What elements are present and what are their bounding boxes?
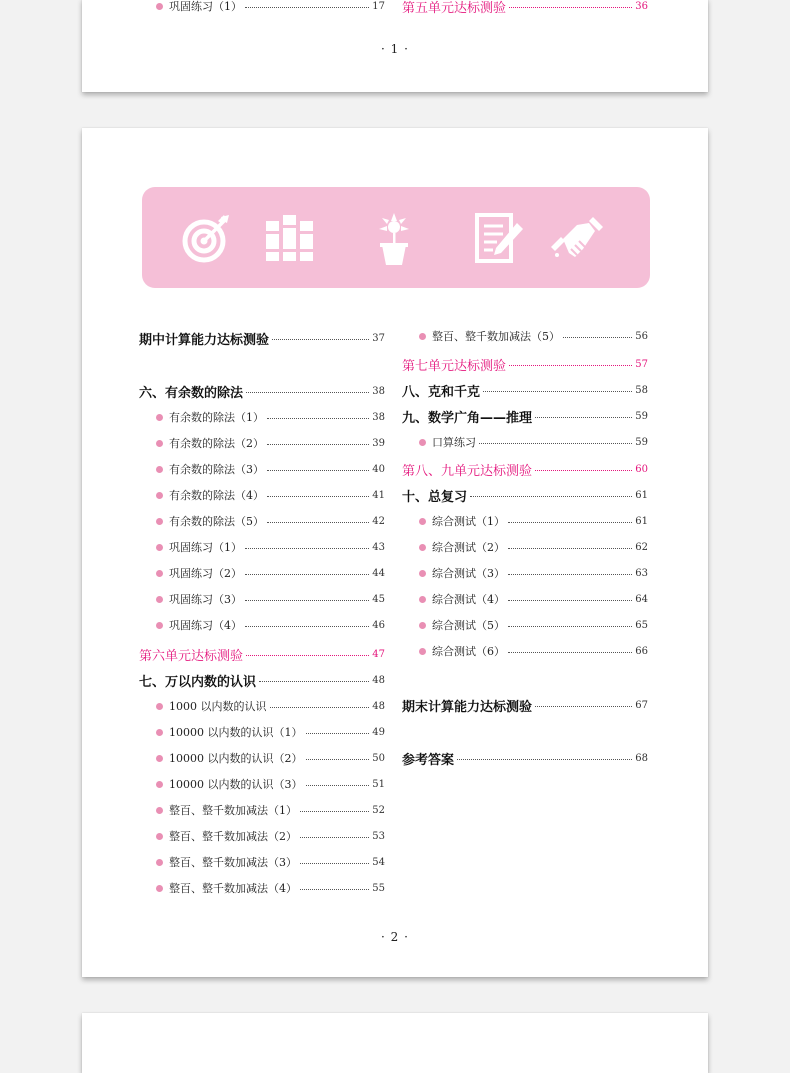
bullet-dot-icon [156, 596, 163, 603]
toc-entry-page: 63 [635, 567, 648, 579]
toc-entry-title: 第七单元达标测验 [402, 358, 507, 374]
toc-entry[interactable] [402, 380, 648, 400]
bullet-dot-icon [419, 439, 426, 446]
page-number: · 1 · [381, 42, 409, 56]
toc-entry-title: 巩固练习（1） [169, 0, 242, 13]
dotted-leader [272, 339, 369, 340]
toc-entry-page: 44 [372, 567, 385, 579]
toc-entry-page: 61 [635, 489, 648, 501]
toc-entry-title: 巩固练习（1） [169, 541, 242, 554]
toc-entry-title: 综合测试（1） [432, 515, 505, 528]
toc-entry-title: 八、克和千克 [402, 384, 481, 400]
dotted-leader [535, 706, 632, 707]
toc-entry[interactable] [139, 328, 385, 348]
toc-entry-title: 巩固练习（2） [169, 567, 242, 580]
dotted-leader [306, 785, 370, 786]
toc-entry-title: 有余数的除法（2） [169, 437, 264, 450]
toc-entry[interactable] [139, 696, 385, 716]
bullet-dot-icon [419, 333, 426, 340]
toc-entry-title: 期末计算能力达标测验 [402, 699, 533, 715]
toc-entry-page: 38 [372, 411, 385, 423]
toc-entry-page: 59 [635, 410, 648, 422]
bullet-dot-icon [156, 518, 163, 525]
toc-entry-title: 综合测试（3） [432, 567, 505, 580]
toc-entry-title: 巩固练习（4） [169, 619, 242, 632]
bullet-dot-icon [156, 859, 163, 866]
toc-entry-page: 38 [372, 385, 385, 397]
toc-entry[interactable] [139, 826, 385, 846]
toc-page-3 [82, 1013, 708, 1073]
toc-entry[interactable] [139, 485, 385, 505]
toc-entry-page: 46 [372, 619, 385, 631]
toc-entry-page: 68 [635, 752, 648, 764]
toc-entry-title: 整百、整千数加减法（5） [432, 330, 560, 343]
dotted-leader [509, 365, 632, 366]
toc-page-1 [82, 0, 708, 92]
dotted-leader [245, 548, 369, 549]
toc-entry[interactable] [139, 615, 385, 635]
bullet-dot-icon [156, 440, 163, 447]
toc-entry[interactable] [139, 670, 385, 690]
bullet-dot-icon [419, 544, 426, 551]
bullet-dot-icon [419, 622, 426, 629]
toc-entry[interactable] [139, 852, 385, 872]
toc-entry[interactable] [139, 589, 385, 609]
toc-entry[interactable] [402, 485, 648, 505]
dotted-leader [563, 337, 632, 338]
bullet-dot-icon [419, 596, 426, 603]
dotted-leader [457, 759, 632, 760]
dotted-leader [267, 444, 369, 445]
toc-entry[interactable] [139, 878, 385, 898]
dotted-leader [509, 7, 632, 8]
toc-entry[interactable] [139, 537, 385, 557]
dotted-leader [300, 889, 369, 890]
target-icon [177, 209, 237, 269]
toc-entry-page: 41 [372, 489, 385, 501]
bullet-dot-icon [156, 414, 163, 421]
dotted-leader [470, 496, 632, 497]
toc-entry-title: 第八、九单元达标测验 [402, 463, 533, 479]
toc-entry-title: 参考答案 [402, 752, 455, 768]
page-number: · 2 · [381, 930, 409, 944]
bullet-dot-icon [156, 703, 163, 710]
toc-entry-title: 有余数的除法（5） [169, 515, 264, 528]
toc-entry-page: 37 [372, 332, 385, 344]
toc-entry-page: 57 [635, 358, 648, 370]
toc-entry[interactable] [402, 537, 648, 557]
dotted-leader [508, 574, 632, 575]
dotted-leader [267, 470, 369, 471]
toc-entry[interactable] [139, 800, 385, 820]
toc-entry-title: 10000 以内数的认识（1） [169, 726, 303, 739]
books-icon [262, 209, 322, 269]
toc-entry-title: 整百、整千数加减法（3） [169, 856, 297, 869]
toc-entry[interactable] [402, 641, 648, 661]
dotted-leader [508, 548, 632, 549]
dotted-leader [306, 759, 370, 760]
dotted-leader [508, 600, 632, 601]
toc-entry-page: 58 [635, 384, 648, 396]
toc-entry-title: 综合测试（2） [432, 541, 505, 554]
bullet-dot-icon [419, 570, 426, 577]
toc-entry-page: 56 [635, 330, 648, 342]
toc-entry-title: 九、数学广角——推理 [402, 410, 533, 426]
toc-entry-page: 67 [635, 699, 648, 711]
toc-entry-page: 65 [635, 619, 648, 631]
toc-entry-title: 有余数的除法（4） [169, 489, 264, 502]
toc-entry-title: 第五单元达标测验 [402, 0, 507, 16]
bullet-dot-icon [156, 466, 163, 473]
toc-entry[interactable] [139, 407, 385, 427]
dotted-leader [245, 7, 369, 8]
icon-banner [142, 187, 650, 288]
toc-entry[interactable] [402, 748, 648, 768]
toc-entry-title: 综合测试（6） [432, 645, 505, 658]
toc-entry-page: 62 [635, 541, 648, 553]
toc-entry[interactable] [402, 406, 648, 426]
toc-entry[interactable] [139, 563, 385, 583]
toc-entry-page: 48 [372, 700, 385, 712]
toc-entry[interactable] [139, 748, 385, 768]
toc-entry[interactable] [139, 722, 385, 742]
bullet-dot-icon [156, 755, 163, 762]
dotted-leader [270, 707, 370, 708]
dotted-leader [300, 863, 369, 864]
toc-entry-page: 50 [372, 752, 385, 764]
dotted-leader [483, 391, 632, 392]
dotted-leader [300, 837, 369, 838]
toc-entry-page: 64 [635, 593, 648, 605]
toc-entry[interactable] [402, 589, 648, 609]
dotted-leader [245, 600, 369, 601]
toc-entry[interactable] [402, 511, 648, 531]
toc-entry-page: 40 [372, 463, 385, 475]
toc-entry-page: 55 [372, 882, 385, 894]
toc-entry-title: 综合测试（5） [432, 619, 505, 632]
toc-entry-title: 1000 以内数的认识 [169, 700, 267, 713]
toc-entry[interactable] [139, 644, 385, 664]
toc-entry[interactable] [402, 563, 648, 583]
toc-entry[interactable] [402, 432, 648, 452]
toc-entry-page: 17 [372, 0, 385, 12]
toc-entry-page: 36 [635, 0, 648, 12]
dotted-leader [535, 470, 632, 471]
toc-entry-page: 42 [372, 515, 385, 527]
bullet-dot-icon [156, 885, 163, 892]
toc-entry[interactable] [139, 774, 385, 794]
dotted-leader [267, 418, 369, 419]
bullet-dot-icon [156, 492, 163, 499]
handshake-icon [547, 209, 607, 269]
toc-entry[interactable] [139, 511, 385, 531]
dotted-leader [267, 522, 369, 523]
document-pen-icon [469, 209, 529, 269]
bullet-dot-icon [419, 518, 426, 525]
toc-entry-page: 61 [635, 515, 648, 527]
potted-plant-icon [364, 209, 424, 269]
toc-entry[interactable] [402, 459, 648, 479]
dotted-leader [508, 522, 632, 523]
dotted-leader [245, 626, 369, 627]
toc-entry-page: 45 [372, 593, 385, 605]
toc-entry-page: 59 [635, 436, 648, 448]
dotted-leader [508, 652, 632, 653]
toc-entry[interactable] [402, 354, 648, 374]
bullet-dot-icon [156, 833, 163, 840]
toc-entry-title: 有余数的除法（1） [169, 411, 264, 424]
bullet-dot-icon [419, 648, 426, 655]
toc-entry-page: 60 [635, 463, 648, 475]
toc-entry-title: 七、万以内数的认识 [139, 674, 257, 690]
bullet-dot-icon [156, 781, 163, 788]
toc-entry-page: 49 [372, 726, 385, 738]
toc-entry[interactable] [402, 615, 648, 635]
toc-entry[interactable] [402, 695, 648, 715]
dotted-leader [259, 681, 369, 682]
toc-entry-page: 66 [635, 645, 648, 657]
toc-entry-title: 整百、整千数加减法（1） [169, 804, 297, 817]
toc-entry-page: 47 [372, 648, 385, 660]
toc-entry-page: 54 [372, 856, 385, 868]
toc-entry[interactable] [402, 0, 648, 16]
bullet-dot-icon [156, 544, 163, 551]
bullet-dot-icon [156, 729, 163, 736]
toc-entry-title: 第六单元达标测验 [139, 648, 244, 664]
toc-entry-page: 53 [372, 830, 385, 842]
toc-entry-title: 巩固练习（3） [169, 593, 242, 606]
toc-entry-page: 43 [372, 541, 385, 553]
toc-entry-page: 48 [372, 674, 385, 686]
toc-entry-title: 有余数的除法（3） [169, 463, 264, 476]
toc-page-2 [82, 128, 708, 977]
dotted-leader [246, 392, 369, 393]
dotted-leader [246, 655, 369, 656]
dotted-leader [535, 417, 632, 418]
bullet-dot-icon [156, 807, 163, 814]
toc-entry-page: 52 [372, 804, 385, 816]
dotted-leader [300, 811, 369, 812]
dotted-leader [245, 574, 369, 575]
bullet-dot-icon [156, 622, 163, 629]
toc-entry[interactable] [139, 0, 385, 16]
toc-entry-page: 51 [372, 778, 385, 790]
toc-entry-title: 口算练习 [432, 436, 476, 449]
dotted-leader [306, 733, 370, 734]
toc-entry-title: 六、有余数的除法 [139, 385, 244, 401]
toc-entry-title: 整百、整千数加减法（4） [169, 882, 297, 895]
dotted-leader [479, 443, 632, 444]
toc-entry[interactable] [139, 459, 385, 479]
dotted-leader [267, 496, 369, 497]
toc-entry-title: 10000 以内数的认识（3） [169, 778, 303, 791]
toc-entry[interactable] [139, 381, 385, 401]
toc-entry-title: 综合测试（4） [432, 593, 505, 606]
dotted-leader [508, 626, 632, 627]
toc-entry-title: 十、总复习 [402, 489, 468, 505]
toc-entry[interactable] [139, 433, 385, 453]
bullet-dot-icon [156, 3, 163, 10]
toc-entry-title: 整百、整千数加减法（2） [169, 830, 297, 843]
toc-entry[interactable] [402, 326, 648, 346]
toc-entry-title: 期中计算能力达标测验 [139, 332, 270, 348]
bullet-dot-icon [156, 570, 163, 577]
toc-entry-page: 39 [372, 437, 385, 449]
toc-entry-title: 10000 以内数的认识（2） [169, 752, 303, 765]
